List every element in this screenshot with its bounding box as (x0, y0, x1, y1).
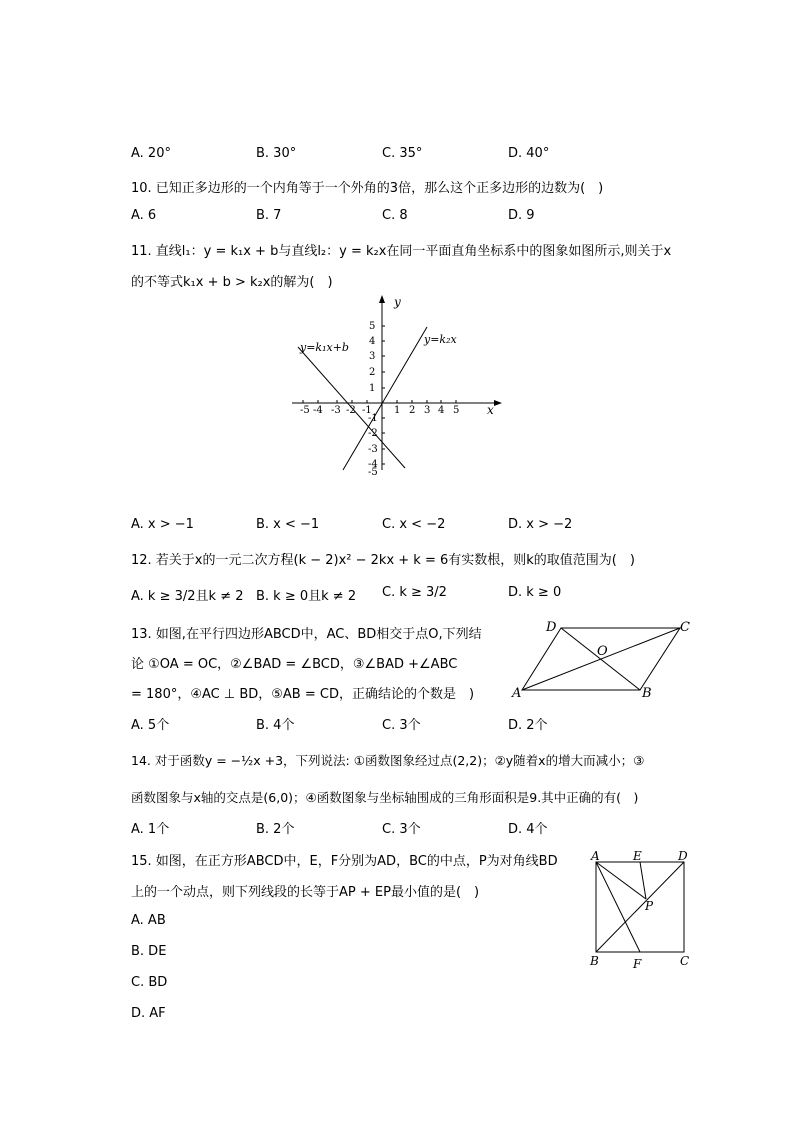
q13-option-a: A. 5个 (131, 718, 170, 733)
x-tick: 4 (438, 405, 445, 416)
q15-stem-line2: 上的一个动点，则下列线段的长等于AP + EP最小值的是( ) (131, 885, 480, 900)
q10-option-c: C. 8 (382, 208, 408, 223)
q11-option-a: A. x > −1 (131, 517, 194, 532)
q12-option-d: D. k ≥ 0 (508, 585, 562, 600)
svg-text:D: D (678, 849, 688, 863)
q13-option-b: B. 4个 (256, 718, 295, 733)
svg-text:P: P (645, 899, 654, 913)
q11-option-d: D. x > −2 (508, 517, 573, 532)
q9-option-a: A. 20° (131, 146, 171, 161)
q13-option-c: C. 3个 (382, 718, 421, 733)
x-tick: -1 (362, 405, 372, 416)
svg-text:B: B (642, 686, 652, 700)
x-tick: 3 (424, 405, 431, 416)
x-tick: 2 (409, 405, 416, 416)
y-tick: -4 (368, 459, 378, 470)
y-tick: 3 (369, 351, 376, 362)
q12-option-c: C. k ≥ 3/2 (382, 585, 447, 600)
q10-option-d: D. 9 (508, 208, 535, 223)
q12-stem: 12. 若关于x的一元二次方程(k − 2)x² − 2kx + k = 6有实数根，则k的取值范围为( ) (131, 553, 635, 568)
q10-option-a: A. 6 (131, 208, 157, 223)
q14-option-b: B. 2个 (256, 822, 295, 837)
x-tick: -2 (346, 405, 356, 416)
q13-stem-line2: 论 ①OA = OC，②∠BAD = ∠BCD，③∠BAD +∠ABC (131, 657, 458, 672)
q9-option-b: B. 30° (256, 146, 297, 161)
q15-option-c: C. BD (131, 975, 168, 990)
q12-option-b: B. k ≥ 0且k ≠ 2 (256, 589, 357, 604)
q11-coordinate-graph (285, 290, 510, 475)
y-tick: 4 (369, 336, 376, 347)
y-tick: 2 (369, 367, 376, 378)
x-tick: 1 (394, 405, 401, 416)
q13-parallelogram-figure (510, 615, 700, 700)
q11-line1-label: y=k₁x+b (300, 341, 349, 354)
svg-text:C: C (680, 954, 690, 968)
svg-text:B: B (590, 954, 599, 968)
q15-option-a: A. AB (131, 913, 166, 928)
q15-option-b: B. DE (131, 944, 167, 959)
q12-option-a: A. k ≥ 3/2且k ≠ 2 (131, 589, 244, 604)
q10-option-b: B. 7 (256, 208, 282, 223)
q13-stem-line3: = 180°，④AC ⊥ BD，⑤AB = CD，正确结论的个数是 ) (131, 687, 475, 702)
q11-line2-label: y=k₂x (424, 333, 457, 346)
q11-x-axis-label: x (487, 403, 494, 417)
q10-stem: 10. 已知正多边形的一个内角等于一个外角的3倍，那么这个正多边形的边数为( ) (131, 181, 604, 196)
y-tick: -2 (368, 428, 378, 439)
y-tick: 1 (369, 383, 376, 394)
y-tick: 5 (369, 321, 376, 332)
x-tick: -3 (331, 405, 341, 416)
q15-square-figure (585, 845, 695, 973)
y-tick: -5 (368, 467, 378, 475)
q14-option-c: C. 3个 (382, 822, 421, 837)
svg-text:A: A (512, 686, 522, 700)
q9-option-d: D. 40° (508, 146, 550, 161)
q13-option-d: D. 2个 (508, 718, 548, 733)
q15-stem-line1: 15. 如图，在正方形ABCD中，E，F分别为AD，BC的中点，P为对角线BD (131, 854, 558, 869)
svg-text:O: O (597, 644, 608, 659)
q9-option-c: C. 35° (382, 146, 423, 161)
svg-text:D: D (546, 620, 557, 635)
svg-text:A: A (591, 849, 600, 863)
x-tick: -4 (313, 405, 323, 416)
q11-option-c: C. x < −2 (382, 517, 446, 532)
q13-stem-line1: 13. 如图,在平行四边形ABCD中，AC、BD相交于点O,下列结 (131, 627, 482, 642)
q14-option-a: A. 1个 (131, 822, 170, 837)
q11-stem-line1: 11. 直线l₁：y = k₁x + b与直线l₂：y = k₂x在同一平面直角坐标系中的图象如图所示,则关于x (131, 244, 672, 259)
svg-text:E: E (633, 849, 642, 863)
q15-option-d: D. AF (131, 1006, 166, 1021)
q14-option-d: D. 4个 (508, 822, 548, 837)
q11-option-b: B. x < −1 (256, 517, 320, 532)
q11-stem-line2: 的不等式k₁x + b > k₂x的解为( ) (131, 275, 333, 290)
x-tick: -5 (300, 405, 310, 416)
q14-stem-line1: 14. 对于函数y = −½x +3，下列说法: ①函数图象经过点(2,2)；②y随着x的增大而减小；③ (131, 753, 645, 768)
q14-stem-line2: 函数图象与x轴的交点是(6,0)；④函数图象与坐标轴围成的三角形面积是9.其中正确的有( ) (131, 790, 639, 805)
y-tick: -3 (368, 444, 378, 455)
svg-text:F: F (633, 957, 642, 971)
q11-y-axis-label: y (394, 295, 401, 309)
x-tick: 5 (453, 405, 460, 416)
svg-text:C: C (680, 620, 690, 635)
y-tick: -1 (368, 413, 378, 424)
